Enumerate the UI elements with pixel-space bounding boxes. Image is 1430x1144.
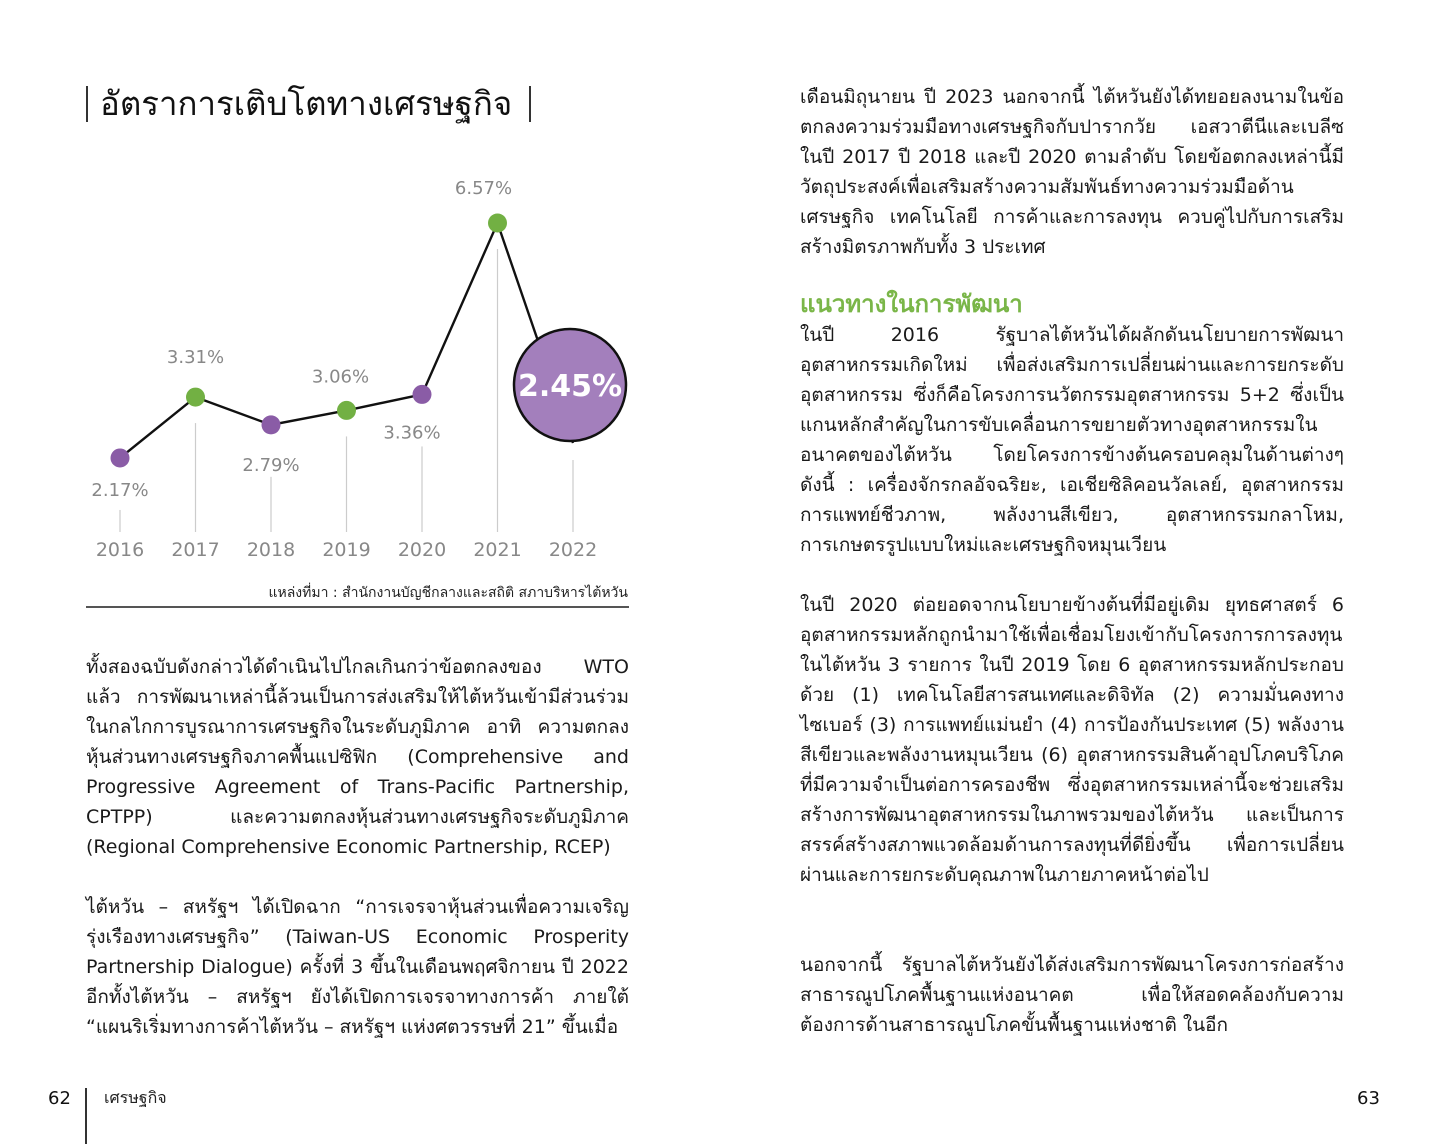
x-tick-2017: 2017 — [171, 539, 220, 561]
chart-source: แหล่งที่มา : สำนักงานบัญชีกลางและสถิติ สภาบริหารไต้หวัน — [268, 585, 628, 601]
right-paragraph-2: ในปี 2020 ต่อยอดจากนโยบายข้างต้นที่มีอยู่เดิม ยุทธศาสตร์ 6 อุตสาหกรรมหลักถูกนำมาใช้เพื่อเชื่อมโยงเข้ากับโครงการการลงทุนในไต้หวัน 3 รายการ ในปี 2019 โดย 6 อุตสาหกรรมหลักประกอบด้วย (1) เทคโนโลยีสารสนเทศและดิจิทัล (2) ความมั่นคงทางไซเบอร์ (3) การแพทย์แม่นยำ (4) การป้องกันประเทศ (5) พลังงานสีเขียวและพลังงานหมุนเวียน (6) อุตสาหกรรมสินค้าอุปโภคบริโภคที่มีความจำเป็นต่อการครองชีพ ซึ่งอุตสาหกรรมเหล่านี้จะช่วยเสริมสร้างการพัฒนาอุตสาหกรรมในภาพรวมของไต้หวัน และเป็นการสรรค์สร้างสภาพแวดล้อมด้านการลงทุนที่ดียิ่งขึ้น เพื่อการเปลี่ยนผ่านและการยกระดับคุณภาพในภายภาคหน้าต่อไป — [800, 594, 1344, 886]
x-tick-2021: 2021 — [473, 539, 522, 561]
right-paragraph-3: นอกจากนี้ รัฐบาลไต้หวันยังได้ส่งเสริมการพัฒนาโครงการก่อสร้างสาธารณูปโภคพื้นฐานแห่งอนาคต เพื่อให้สอดคล้องกับความต้องการด้านสาธารณูปโภคขั้นพื้นฐานแห่งชาติ ในอีก — [800, 954, 1344, 1036]
data-point-2017 — [186, 388, 205, 407]
data-point-2016 — [111, 448, 130, 467]
title-left-bar — [86, 86, 88, 122]
x-tick-2022: 2022 — [548, 539, 598, 561]
value-label-2021: 6.57% — [454, 178, 513, 199]
left-paragraph-2: ไต้หวัน – สหรัฐฯ ได้เปิดฉาก “การเจรจาหุ้นส่วนเพื่อความเจริญรุ่งเรืองทางเศรษฐกิจ” (Taiwan-US Economic Prosperity Partnership Dialogue) ครั้งที่ 3 ขึ้นในเดือนพฤศจิกายน ปี 2022 อีกทั้งไต้หวัน – สหรัฐฯ ยังได้เปิดการเจรจาทางการค้า ภายใต้ “แผนริเริ่มทางการค้าไต้หวัน – สหรัฐฯ แห่งศตวรรษที่ 21” ขึ้นเมื่อ — [86, 896, 629, 1038]
running-head: เศรษฐกิจ — [104, 1088, 167, 1107]
value-label-2018: 2.79% — [242, 454, 300, 476]
x-tick-2019: 2019 — [322, 539, 371, 561]
data-point-2019 — [337, 401, 356, 420]
title-right-bar — [529, 86, 531, 122]
right-paragraph-intro: เดือนมิถุนายน ปี 2023 นอกจากนี้ ไต้หวันยังได้ทยอยลงนามในข้อตกลงความร่วมมือทางเศรษฐกิจกับปารากวัย เอสวาตีนีและเบลีซ ในปี 2017 ปี 2018 และปี 2020 ตามลำดับ โดยข้อตกลงเหล่านี้มีวัตถุประสงค์เพื่อเสริมสร้างความสัมพันธ์ทางความร่วมมือด้านเศรษฐกิจ เทคโนโลยี การค้าและการลงทุน ควบคู่ไปกับการเสริมสร้างมิตรภาพกับทั้ง 3 ประเทศ — [800, 86, 1344, 258]
section-heading: แนวทางในการพัฒนา — [800, 290, 1023, 318]
highlight-label: 2.45% — [517, 369, 623, 404]
value-label-2019: 3.06% — [311, 366, 370, 388]
right-paragraph-1: ในปี 2016 รัฐบาลไต้หวันได้ผลักดันนโยบายการพัฒนาอุตสาหกรรมเกิดใหม่ เพื่อส่งเสริมการเปลี่ยนผ่านและการยกระดับอุตสาหกรรม ซึ่งก็คือโครงการนวัตกรรมอุตสาหกรรม 5+2 ซึ่งเป็นแกนหลักสำคัญในการขับเคลื่อนการขยายตัวทางอุตสาหกรรมในอนาคตของไต้หวัน โดยโครงการข้างต้นครอบคลุมในด้านต่างๆ ดังนี้ : เครื่องจักรกลอัจฉริยะ, เอเชียซิลิคอนวัลเลย์, อุตสาหกรรมการแพทย์ชีวภาพ, พลังงานสีเขียว, อุตสาหกรรมกลาโหม, การเกษตรรูปแบบใหม่และเศรษฐกิจหมุนเวียน — [800, 324, 1344, 556]
left-page-number: 62 — [48, 1088, 71, 1109]
x-tick-2020: 2020 — [397, 539, 447, 561]
data-point-2018 — [262, 415, 281, 434]
data-point-2020 — [413, 385, 432, 404]
x-tick-2016: 2016 — [95, 539, 145, 561]
x-tick-2018: 2018 — [246, 539, 296, 561]
data-point-2021 — [488, 214, 507, 233]
right-page-number: 63 — [1357, 1088, 1380, 1109]
series-line — [120, 223, 573, 458]
value-label-2017: 3.31% — [166, 347, 225, 369]
footer-divider — [85, 1088, 87, 1144]
value-label-2016: 2.17% — [91, 479, 149, 501]
chart-divider — [86, 606, 629, 608]
left-paragraph-1: ทั้งสองฉบับดังกล่าวได้ดำเนินไปไกลเกินกว่าข้อตกลงของ WTO แล้ว การพัฒนาเหล่านี้ล้วนเป็นการส่งเสริมให้ไต้หวันเข้ามีส่วนร่วมในกลไกการบูรณาการเศรษฐกิจในระดับภูมิภาค อาทิ ความตกลงหุ้นส่วนทางเศรษฐกิจภาคพื้นแปซิฟิก (Comprehensive and Progressive Agreement of Trans-Pacific Partnership, CPTPP) และความตกลงหุ้นส่วนทางเศรษฐกิจระดับภูมิภาค (Regional Comprehensive Economic Partnership, RCEP) — [86, 656, 629, 858]
page-title: อัตราการเติบโตทางเศรษฐกิจ — [100, 84, 513, 123]
value-label-2020: 3.36% — [383, 422, 441, 444]
growth-line-chart — [80, 160, 640, 580]
